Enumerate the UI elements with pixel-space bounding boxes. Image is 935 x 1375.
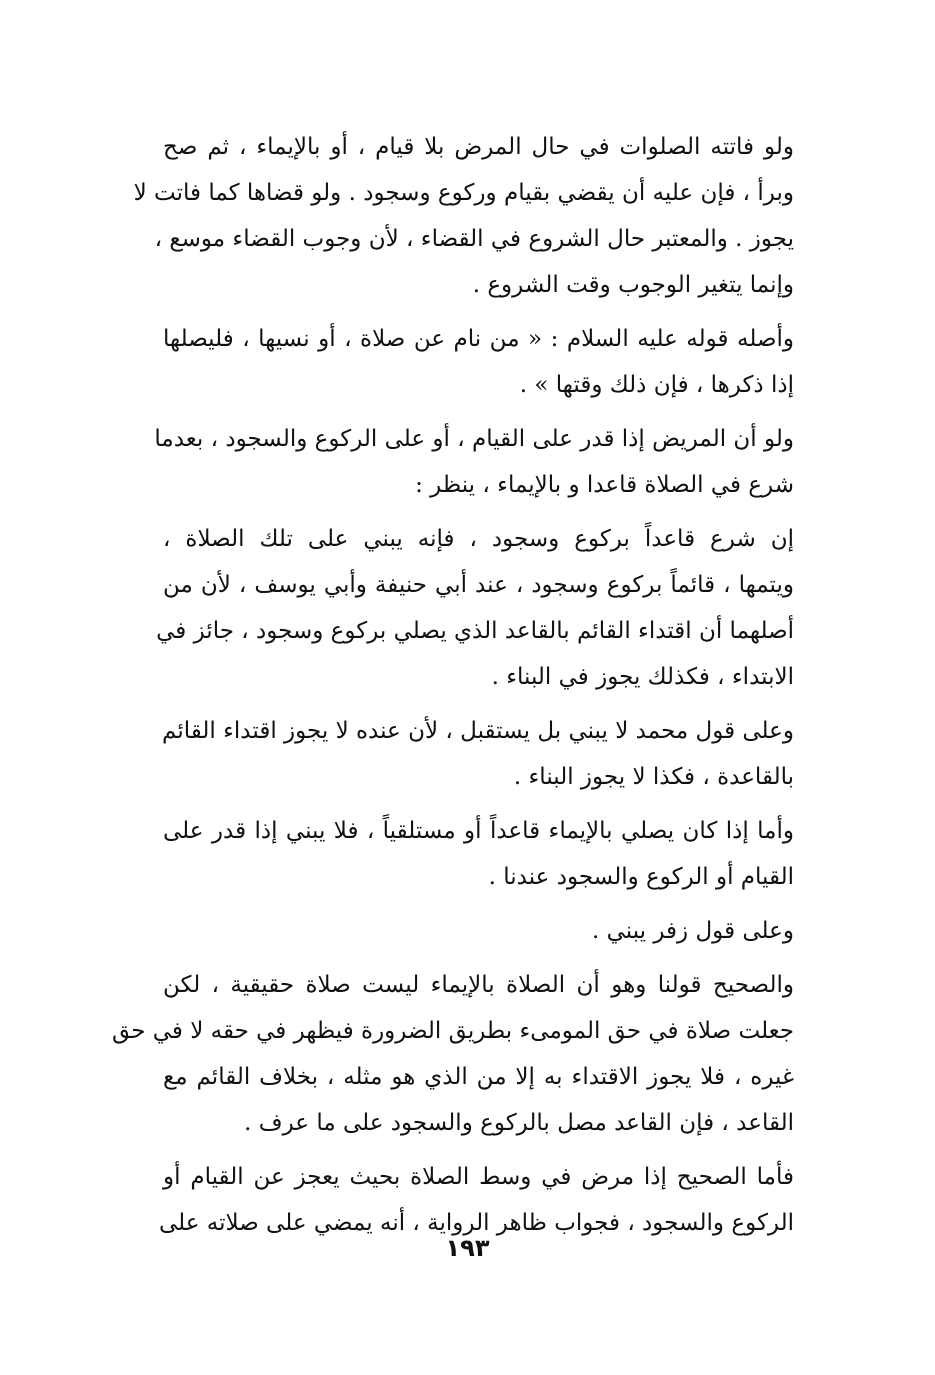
paragraph	[133, 124, 820, 308]
paragraph	[163, 316, 820, 408]
text-line: يجوز . والمعتبر حال الشروع في القضاء ، لأن وجوب القضاء موسع ،	[154, 226, 794, 252]
text-line: إن شرع قاعداً بركوع وسجود ، فإنه يبني على تلك الصلاة ،	[163, 526, 794, 552]
text-line: جعلت صلاة في حق المومىء بطريق الضرورة فيظهر في حقه لا في حق	[112, 1018, 794, 1044]
body-text	[112, 124, 820, 1254]
text-line: القيام أو الركوع والسجود عندنا .	[488, 864, 794, 890]
text-line: شرع في الصلاة قاعدا و بالإيماء ، ينظر :	[415, 472, 794, 498]
text-line: الركوع والسجود ، فجواب ظاهر الرواية ، أنه يمضي على صلاته على	[158, 1210, 794, 1236]
text-line: ولو فاتته الصلوات في حال المرض بلا قيام ، أو بالإيماء ، ثم صح	[163, 134, 794, 160]
text-line: ولو أن المريض إذا قدر على القيام ، أو على الركوع والسجود ، بعدما	[154, 426, 794, 452]
text-line: إذا ذكرها ، فإن ذلك وقتها » .	[519, 372, 794, 398]
text-line: غيره ، فلا يجوز الاقتداء به إلا من الذي هو مثله ، بخلاف القائم مع	[163, 1064, 794, 1090]
text-line: وعلى قول محمد لا يبني بل يستقبل ، لأن عنده لا يجوز اقتداء القائم	[162, 718, 794, 744]
text-line: وعلى قول زفر يبني .	[591, 918, 794, 944]
text-line: وأصله قوله عليه السلام : « من نام عن صلاة ، أو نسيها ، فليصلها	[163, 326, 794, 352]
text-line: بالقاعدة ، فكذا لا يجوز البناء .	[513, 764, 794, 790]
text-line: الابتداء ، فكذلك يجوز في البناء .	[491, 664, 794, 690]
text-line: وبرأ ، فإن عليه أن يقضي بقيام وركوع وسجود . ولو قضاها كما فاتت لا	[133, 180, 794, 206]
text-line: فأما الصحيح إذا مرض في وسط الصلاة بحيث يعجز عن القيام أو	[163, 1164, 794, 1190]
text-line: ويتمها ، قائماً بركوع وسجود ، عند أبي حنيفة وأبي يوسف ، لأن من	[163, 572, 794, 598]
text-line: القاعد ، فإن القاعد مصل بالركوع والسجود على ما عرف .	[244, 1110, 794, 1136]
paragraph	[154, 416, 820, 508]
paragraph	[112, 962, 820, 1146]
text-line: وأما إذا كان يصلي بالإيماء قاعداً أو مستلقياً ، فلا يبني إذا قدر على	[163, 818, 794, 844]
paragraph	[158, 1154, 820, 1246]
page-number: ١٩٣	[445, 1234, 490, 1262]
paragraph	[156, 516, 820, 700]
text-line: أصلهما أن اقتداء القائم بالقاعد الذي يصلي بركوع وسجود ، جائز في	[156, 618, 794, 644]
paragraph	[163, 708, 820, 800]
paragraph	[163, 808, 820, 900]
text-line: والصحيح قولنا وهو أن الصلاة بالإيماء ليست صلاة حقيقية ، لكن	[163, 972, 794, 998]
text-line: وإنما يتغير الوجوب وقت الشروع .	[472, 272, 794, 298]
paragraph	[163, 908, 820, 954]
